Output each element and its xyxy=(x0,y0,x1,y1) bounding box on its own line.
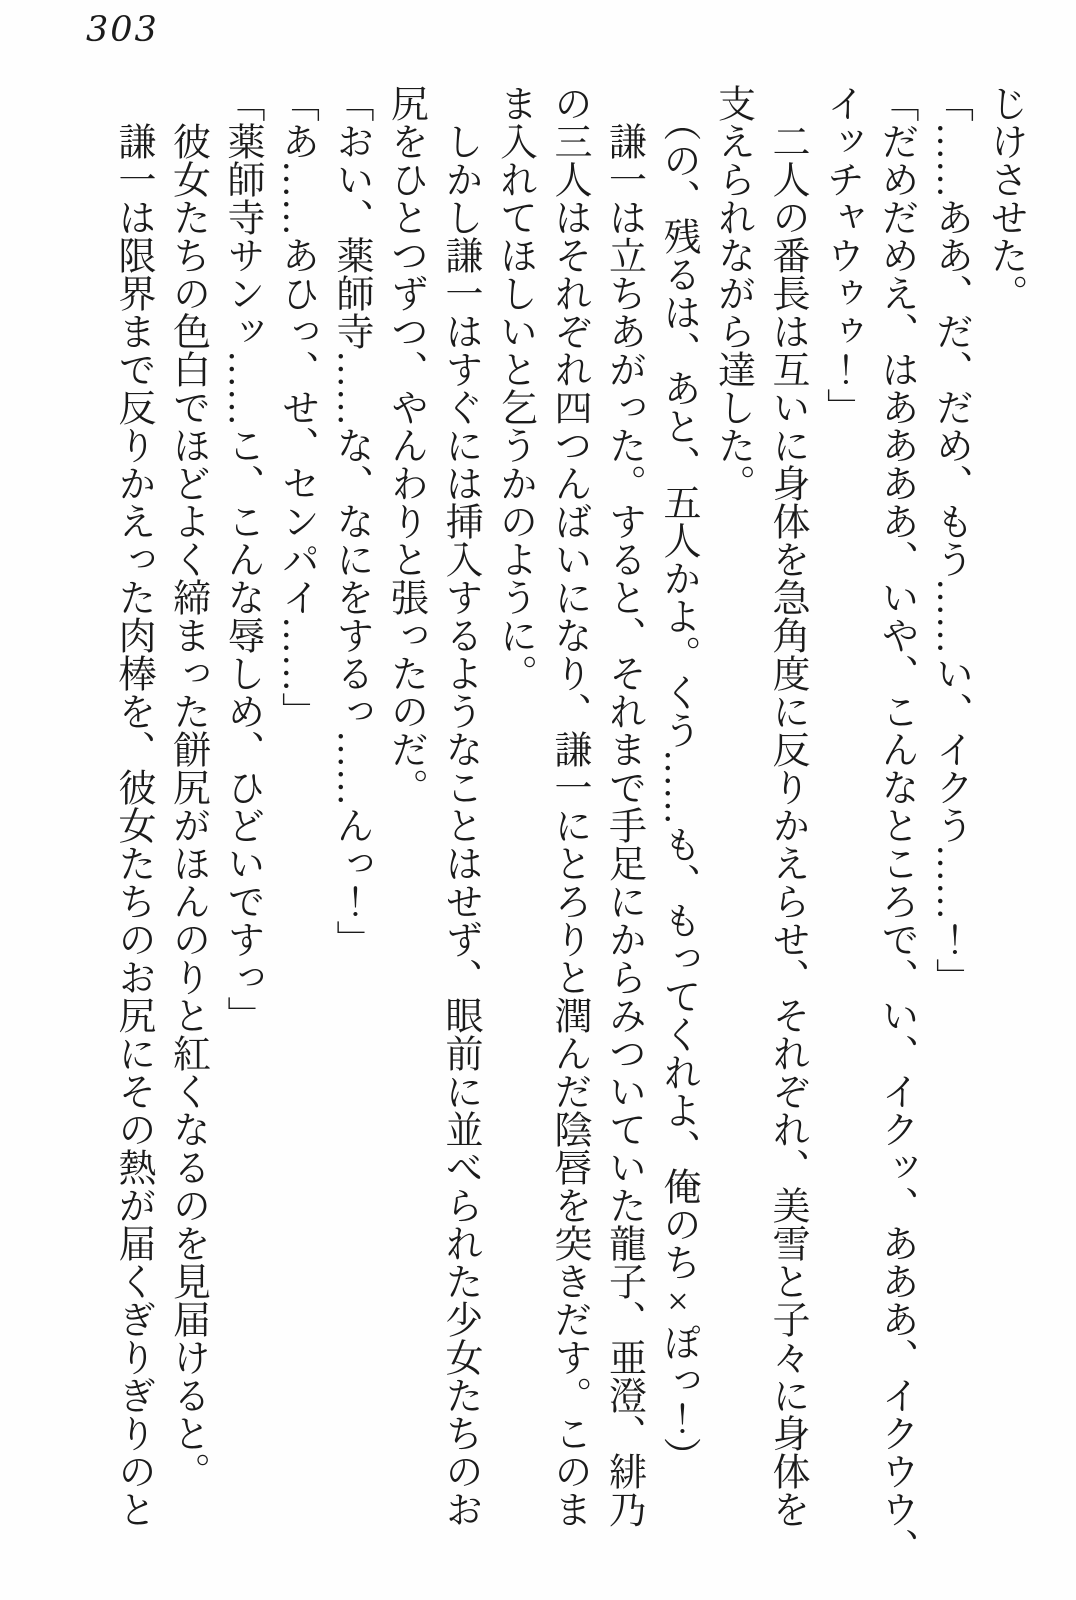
text-column: 「……ああ、だ、だめ、もう……い、イクう……！」 xyxy=(929,84,972,996)
text-column: 謙一は限界まで反りかえった肉棒を、彼女たちのお尻にその熱が届くぎりぎりのと xyxy=(112,84,154,1528)
text-column: 謙一は立ちあがった。すると、それまで手足にからみついていた龍子、亜澄、緋乃 xyxy=(602,84,645,1528)
text-column: 尻をひとつずつ、やんわりと張ったのだ。 xyxy=(384,84,427,806)
text-column: 「だめだめえ、はああああ、いや、こんなところで、い、イクッ、あああ、イクウウ、 xyxy=(875,84,917,1566)
text-column: 「薬師寺サンッ……こ、こんな辱しめ、ひどいですっ」 xyxy=(221,84,263,1034)
text-column: 「あ……あひっ、せ、センパイ……」 xyxy=(275,84,318,730)
text-column: じけさせた。 xyxy=(984,84,1026,312)
text-column: の三人はそれぞれ四つんばいになり、謙一にとろりと潤んだ陰唇を突きだす。このま xyxy=(548,84,590,1528)
text-column: 「おい、薬師寺……な、なにをするっ……んっ！」 xyxy=(330,84,372,958)
text-column: しかし謙一はすぐには挿入するようなことはせず、眼前に並べられた少女たちのお xyxy=(439,84,481,1528)
page-number: 303 xyxy=(86,10,159,50)
text-column: 支えられながら達した。 xyxy=(711,84,754,502)
text-column: 彼女たちの色白でほどよく締まった餅尻がほんのりと紅くなるのを見届けると。 xyxy=(166,84,209,1490)
text-column: （の、残るは、あと、五人かよ。くう……も、もってくれよ、俺のち×ぽっ！） xyxy=(657,84,699,1475)
text-column: 二人の番長は互いに身体を急角度に反りかえらせ、それぞれ、美雪と子々に身体を xyxy=(766,84,808,1528)
text-column: イッチャウゥゥ！」 xyxy=(820,84,863,426)
vertical-text-block xyxy=(106,84,1033,1576)
text-column: ま入れてほしいと乞うかのように。 xyxy=(493,84,536,692)
